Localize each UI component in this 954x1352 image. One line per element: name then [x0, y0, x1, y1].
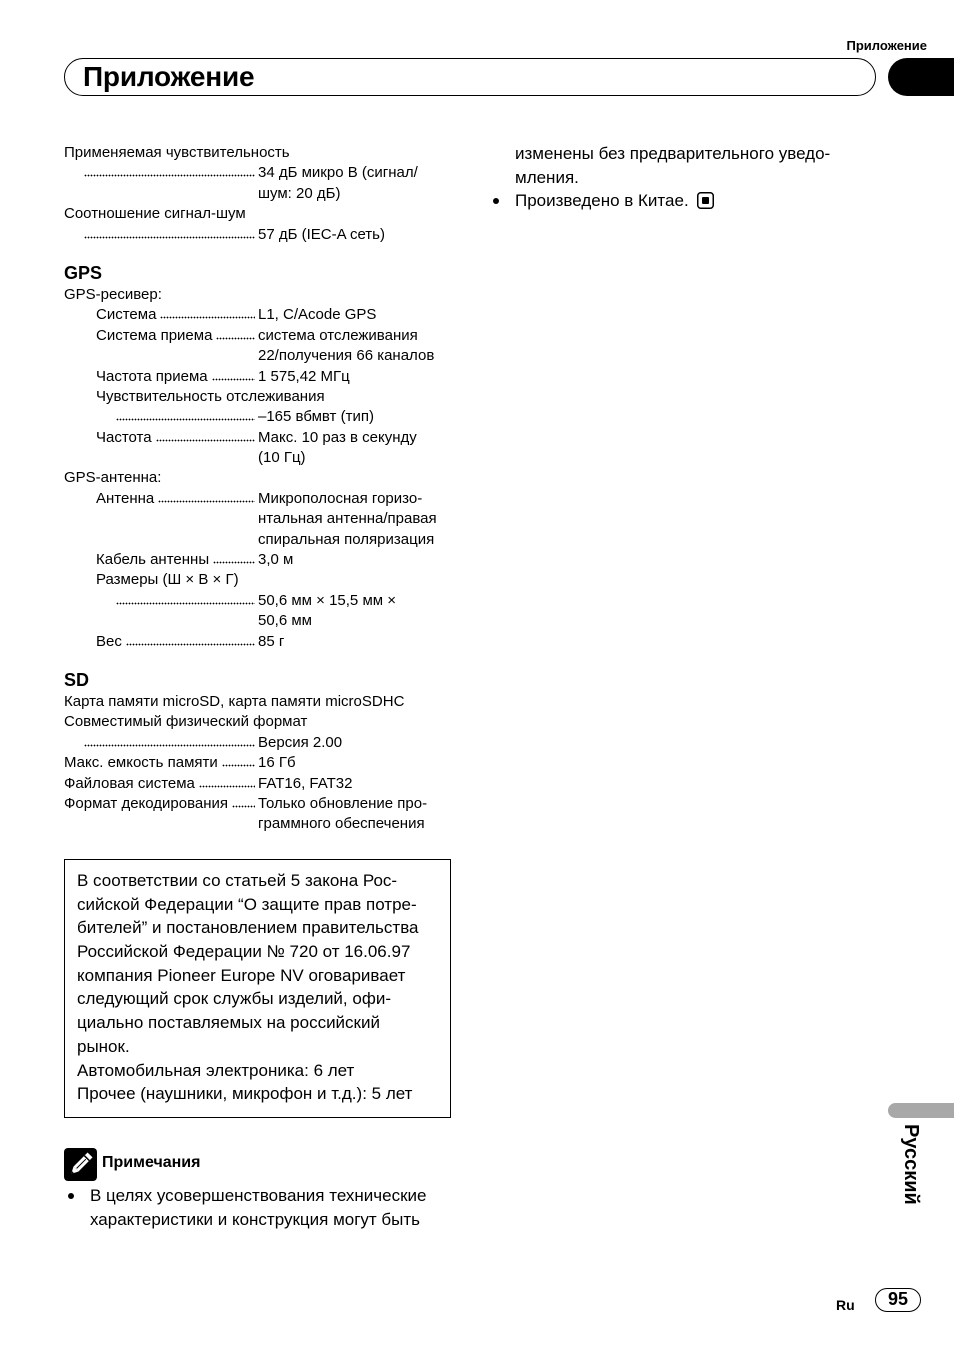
dot-leader — [84, 174, 255, 177]
notice-line: В соответствии со статьей 5 закона Рос- — [77, 871, 398, 890]
spec-value: FAT16, FAT32 — [258, 774, 353, 792]
notes-heading — [64, 1148, 264, 1181]
spec-value-continued: шум: 20 дБ) — [258, 184, 341, 202]
spec-row — [64, 591, 450, 611]
spec-value: Версия 2.00 — [258, 733, 343, 751]
note-text-line: изменены без предварительного уведо- — [515, 144, 831, 163]
spec-row — [64, 225, 450, 245]
spec-row — [64, 753, 450, 773]
notice-line: Прочее (наушники, микрофон и т.д.): 5 лет — [77, 1084, 413, 1104]
spec-value: Макс. 10 раз в секунду — [258, 428, 417, 446]
spec-label: Антенна — [96, 489, 155, 507]
spec-label: Размеры (Ш × В × Г) — [96, 571, 239, 589]
notes-list — [64, 1184, 454, 1232]
page-number: 95 — [875, 1288, 921, 1312]
section-heading-sd: SD — [64, 669, 90, 690]
running-header: Приложение — [846, 38, 927, 53]
language-code: Ru — [836, 1297, 855, 1313]
sd-card-types: Карта памяти microSD, карта памяти microSDHC — [64, 692, 405, 710]
service-life-notice-box — [64, 859, 451, 1118]
note-text-line: В целях усовершенствования технические — [90, 1186, 427, 1205]
spec-label: Система — [96, 306, 157, 324]
dot-leader — [116, 602, 255, 605]
dot-leader — [232, 805, 255, 808]
language-tab-label: Русский — [900, 1124, 922, 1205]
spec-value-continued: 22/получения 66 каналов — [258, 347, 435, 365]
spec-label: Система приема — [96, 326, 213, 344]
spec-label: Частота — [96, 428, 152, 446]
bullet — [68, 1193, 74, 1199]
spec-row — [64, 428, 450, 448]
dot-leader — [212, 378, 255, 381]
spec-row — [64, 163, 450, 183]
section-heading-gps: GPS — [64, 262, 103, 283]
dot-leader — [213, 561, 255, 564]
note-text-line: Произведено в Китае. — [515, 191, 689, 211]
end-mark-icon — [697, 192, 714, 209]
list-item — [515, 189, 895, 213]
spec-value: –165 вбмвт (тип) — [258, 408, 374, 426]
spec-row — [64, 305, 450, 325]
spec-value: L1, C/Acode GPS — [258, 306, 377, 324]
subsection-title: GPS-ресивер: — [64, 285, 162, 303]
section-title-bar — [64, 58, 876, 96]
spec-column — [64, 143, 450, 835]
pencil-icon — [64, 1148, 97, 1181]
spec-label: Кабель антенны — [96, 551, 210, 569]
spec-label: Формат декодирования — [64, 794, 229, 812]
notice-line: циально поставляемых на российский — [77, 1013, 380, 1033]
notice-line: компания Pioneer Europe NV оговаривает — [77, 965, 406, 985]
dot-leader — [199, 785, 255, 788]
spec-value: 34 дБ микро В (сигнал/ — [258, 164, 418, 182]
spec-row — [64, 550, 450, 570]
spec-value-continued: граммного обеспечения — [258, 815, 425, 833]
spec-label: Совместимый физический формат — [64, 713, 308, 731]
spec-value: Только обновление про- — [258, 794, 428, 812]
dot-leader — [158, 500, 255, 503]
dot-leader — [216, 337, 255, 340]
spec-value: 57 дБ (IEC-A сеть) — [258, 225, 385, 243]
chapter-tab-marker — [888, 58, 954, 96]
notes-continuation — [515, 142, 895, 213]
spec-value: 3,0 м — [258, 551, 294, 569]
spec-value-continued: (10 Гц) — [258, 449, 306, 467]
spec-value: 16 Гб — [258, 754, 296, 772]
spec-label: Макс. емкость памяти — [64, 754, 218, 772]
spec-row — [64, 367, 450, 387]
notice-line: сийской Федерации “О защите прав потре- — [77, 894, 417, 914]
spec-value-continued: нтальная антенна/правая — [258, 510, 437, 528]
notice-line: Российской Федерации № 720 от 16.06.97 — [77, 942, 411, 962]
section-title: Приложение — [83, 61, 255, 92]
dot-leader — [84, 744, 255, 747]
spec-value-continued: 50,6 мм — [258, 612, 312, 630]
spec-label: Чувствительность отслеживания — [96, 387, 325, 405]
spec-label: Вес — [96, 632, 122, 650]
spec-value-continued: спиральная поляризация — [258, 530, 435, 548]
notice-line: бителей” и постановлением правительства — [77, 918, 419, 938]
spec-label: Соотношение сигнал-шум — [64, 205, 246, 223]
note-text-line: мления. — [515, 167, 579, 187]
spec-row — [64, 774, 450, 794]
spec-value: 85 г — [258, 632, 285, 650]
dot-leader — [126, 643, 255, 646]
subsection-title: GPS-антенна: — [64, 469, 162, 487]
spec-value: 1 575,42 МГц — [258, 367, 350, 385]
spec-value: 50,6 мм × 15,5 мм × — [258, 591, 396, 609]
spec-label: Применяемая чувствительность — [64, 144, 290, 161]
notice-line: рынок. — [77, 1036, 130, 1056]
spec-value: система отслеживания — [258, 326, 418, 344]
spec-row — [64, 794, 450, 814]
spec-row — [64, 632, 450, 652]
spec-value: Микрополосная горизо- — [258, 489, 423, 507]
dot-leader — [156, 439, 255, 442]
spec-row — [64, 489, 450, 509]
note-text-line: характеристики и конструкция могут быть — [90, 1210, 421, 1229]
spec-label: Файловая система — [64, 774, 195, 792]
spec-row — [64, 326, 450, 346]
dot-leader — [222, 764, 255, 767]
dot-leader — [160, 316, 255, 319]
notice-line: следующий срок службы изделий, офи- — [77, 989, 391, 1009]
language-tab-bar — [888, 1103, 954, 1118]
dot-leader — [84, 236, 255, 239]
notes-title: Примечания — [102, 1154, 201, 1171]
spec-row — [64, 407, 450, 427]
bullet — [493, 198, 499, 204]
spec-label: Частота приема — [96, 367, 208, 385]
dot-leader — [116, 418, 255, 421]
spec-row — [64, 733, 450, 753]
notice-line: Автомобильная электроника: 6 лет — [77, 1060, 355, 1080]
